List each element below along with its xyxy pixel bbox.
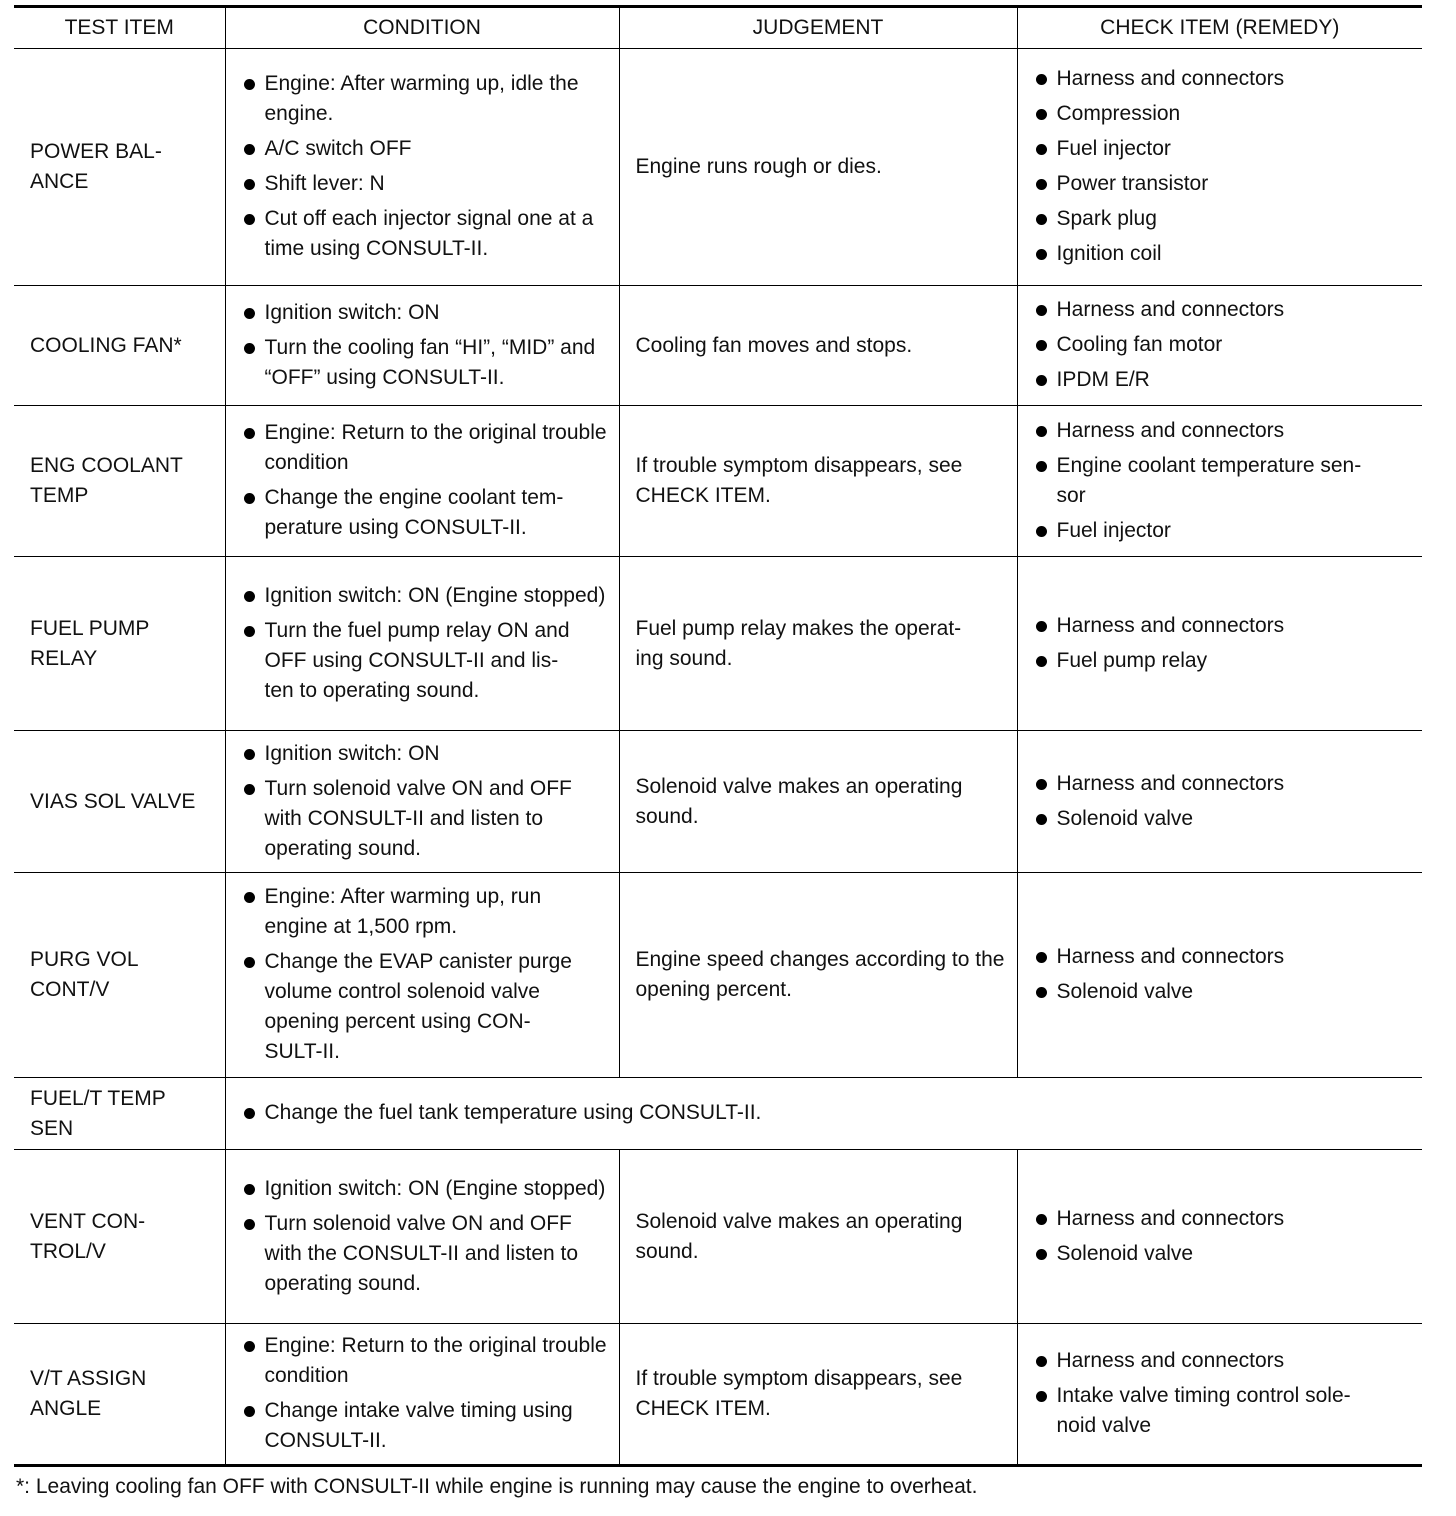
check-item-list — [1034, 295, 1413, 395]
bullet-item: Solenoid valve — [1034, 1239, 1413, 1269]
test-item-cell: FUEL PUMP RELAY — [14, 557, 225, 731]
bullet-item: Engine: Return to the original trouble condition — [242, 418, 609, 478]
test-item-cell: PURG VOL CONT/V — [14, 873, 225, 1078]
bullet-item: Harness and connectors — [1034, 611, 1413, 641]
condition-cell — [225, 873, 619, 1078]
bullet-item: Ignition switch: ON — [242, 739, 609, 769]
bullet-item: Turn solenoid valve ON and OFF with the CONSULT-II and listen to operating sound. — [242, 1209, 609, 1299]
condition-cell — [225, 1150, 619, 1324]
bullet-item: Harness and connectors — [1034, 295, 1413, 325]
table-row — [14, 873, 1422, 1078]
judgement-cell: Fuel pump relay makes the operat- ing sound. — [619, 557, 1017, 731]
bullet-item: Change intake valve timing using CONSULT-II. — [242, 1396, 609, 1456]
bullet-item: Harness and connectors — [1034, 942, 1413, 972]
check-item-list — [1034, 611, 1413, 676]
bullet-item: Ignition switch: ON — [242, 298, 609, 328]
bullet-item: Harness and connectors — [1034, 1346, 1413, 1376]
bullet-item: Cooling fan motor — [1034, 330, 1413, 360]
bullet-item: Engine: Return to the original trouble condition — [242, 1331, 609, 1391]
table-row — [14, 1324, 1422, 1466]
condition-cell — [225, 406, 619, 557]
table-row — [14, 49, 1422, 286]
condition-list — [242, 882, 609, 1067]
bullet-item: Harness and connectors — [1034, 769, 1413, 799]
bullet-item: Ignition coil — [1034, 239, 1413, 269]
judgement-cell: Cooling fan moves and stops. — [619, 286, 1017, 406]
judgement-cell: Solenoid valve makes an operating sound. — [619, 731, 1017, 873]
bullet-item: Harness and connectors — [1034, 416, 1413, 446]
check-item-cell — [1017, 873, 1422, 1078]
table-row — [14, 557, 1422, 731]
test-item-table — [14, 5, 1422, 1467]
condition-list — [242, 69, 609, 264]
check-item-cell — [1017, 557, 1422, 731]
condition-cell — [225, 1324, 619, 1466]
check-item-cell — [1017, 49, 1422, 286]
bullet-item: Cut off each injector signal one at a time using CONSULT-II. — [242, 204, 609, 264]
condition-list — [242, 739, 609, 864]
bullet-item: Engine: After warming up, idle the engine. — [242, 69, 609, 129]
header-judgement: JUDGEMENT — [619, 7, 1017, 49]
bullet-item: Shift lever: N — [242, 169, 609, 199]
bullet-item: Fuel pump relay — [1034, 646, 1413, 676]
bullet-item: Spark plug — [1034, 204, 1413, 234]
check-item-cell — [1017, 406, 1422, 557]
condition-list — [242, 1098, 1413, 1128]
header-row — [14, 7, 1422, 49]
bullet-item: Change the EVAP canister purge volume control solenoid valve opening percent using CON- SULT-II. — [242, 947, 609, 1067]
check-item-list — [1034, 1204, 1413, 1269]
check-item-list — [1034, 1346, 1413, 1441]
condition-cell — [225, 286, 619, 406]
judgement-cell: Engine speed changes according to the opening percent. — [619, 873, 1017, 1078]
check-item-cell — [1017, 1324, 1422, 1466]
judgement-cell: If trouble symptom disappears, see CHECK ITEM. — [619, 1324, 1017, 1466]
condition-list — [242, 1174, 609, 1299]
check-item-cell — [1017, 1150, 1422, 1324]
test-item-cell: VENT CON- TROL/V — [14, 1150, 225, 1324]
check-item-list — [1034, 769, 1413, 834]
table-row — [14, 731, 1422, 873]
judgement-cell: If trouble symptom disappears, see CHECK ITEM. — [619, 406, 1017, 557]
bullet-item: Turn the fuel pump relay ON and OFF using CONSULT-II and lis- ten to operating sound. — [242, 616, 609, 706]
bullet-item: A/C switch OFF — [242, 134, 609, 164]
check-item-cell — [1017, 731, 1422, 873]
bullet-item: Ignition switch: ON (Engine stopped) — [242, 1174, 609, 1204]
test-item-cell: COOLING FAN* — [14, 286, 225, 406]
test-item-cell: V/T ASSIGN ANGLE — [14, 1324, 225, 1466]
table-row — [14, 1150, 1422, 1324]
table-row — [14, 1078, 1422, 1150]
check-item-cell — [1017, 286, 1422, 406]
test-item-cell: POWER BAL- ANCE — [14, 49, 225, 286]
test-item-cell: VIAS SOL VALVE — [14, 731, 225, 873]
condition-cell — [225, 1078, 1422, 1150]
bullet-item: Turn solenoid valve ON and OFF with CONSULT-II and listen to operating sound. — [242, 774, 609, 864]
check-item-list — [1034, 64, 1413, 269]
judgement-cell: Engine runs rough or dies. — [619, 49, 1017, 286]
condition-cell — [225, 49, 619, 286]
bullet-item: Fuel injector — [1034, 134, 1413, 164]
condition-list — [242, 581, 609, 706]
condition-cell — [225, 557, 619, 731]
test-item-cell: FUEL/T TEMP SEN — [14, 1078, 225, 1150]
bullet-item: Harness and connectors — [1034, 64, 1413, 94]
bullet-item: Solenoid valve — [1034, 977, 1413, 1007]
table-body — [14, 49, 1422, 1466]
bullet-item: Engine: After warming up, run engine at 1,500 rpm. — [242, 882, 609, 942]
bullet-item: Change the engine coolant tem- perature using CONSULT-II. — [242, 483, 609, 543]
check-item-list — [1034, 942, 1413, 1007]
check-item-list — [1034, 416, 1413, 546]
judgement-cell: Solenoid valve makes an operating sound. — [619, 1150, 1017, 1324]
condition-cell — [225, 731, 619, 873]
footnote: *: Leaving cooling fan OFF with CONSULT-II while engine is running may cause the engine to overheat. — [16, 1475, 978, 1498]
condition-list — [242, 298, 609, 393]
condition-list — [242, 1331, 609, 1456]
table-row — [14, 406, 1422, 557]
bullet-item: Intake valve timing control sole- noid valve — [1034, 1381, 1413, 1441]
bullet-item: Compression — [1034, 99, 1413, 129]
bullet-item: Engine coolant temperature sen- sor — [1034, 451, 1413, 511]
bullet-item: Solenoid valve — [1034, 804, 1413, 834]
test-item-cell: ENG COOLANT TEMP — [14, 406, 225, 557]
bullet-item: Ignition switch: ON (Engine stopped) — [242, 581, 609, 611]
header-condition: CONDITION — [225, 7, 619, 49]
header-check-item: CHECK ITEM (REMEDY) — [1017, 7, 1422, 49]
bullet-item: Harness and connectors — [1034, 1204, 1413, 1234]
bullet-item: Power transistor — [1034, 169, 1413, 199]
bullet-item: Turn the cooling fan “HI”, “MID” and “OFF” using CONSULT-II. — [242, 333, 609, 393]
table-row — [14, 286, 1422, 406]
header-test-item: TEST ITEM — [14, 7, 225, 49]
condition-list — [242, 418, 609, 543]
bullet-item: Change the fuel tank temperature using CONSULT-II. — [242, 1098, 1413, 1128]
bullet-item: IPDM E/R — [1034, 365, 1413, 395]
bullet-item: Fuel injector — [1034, 516, 1413, 546]
